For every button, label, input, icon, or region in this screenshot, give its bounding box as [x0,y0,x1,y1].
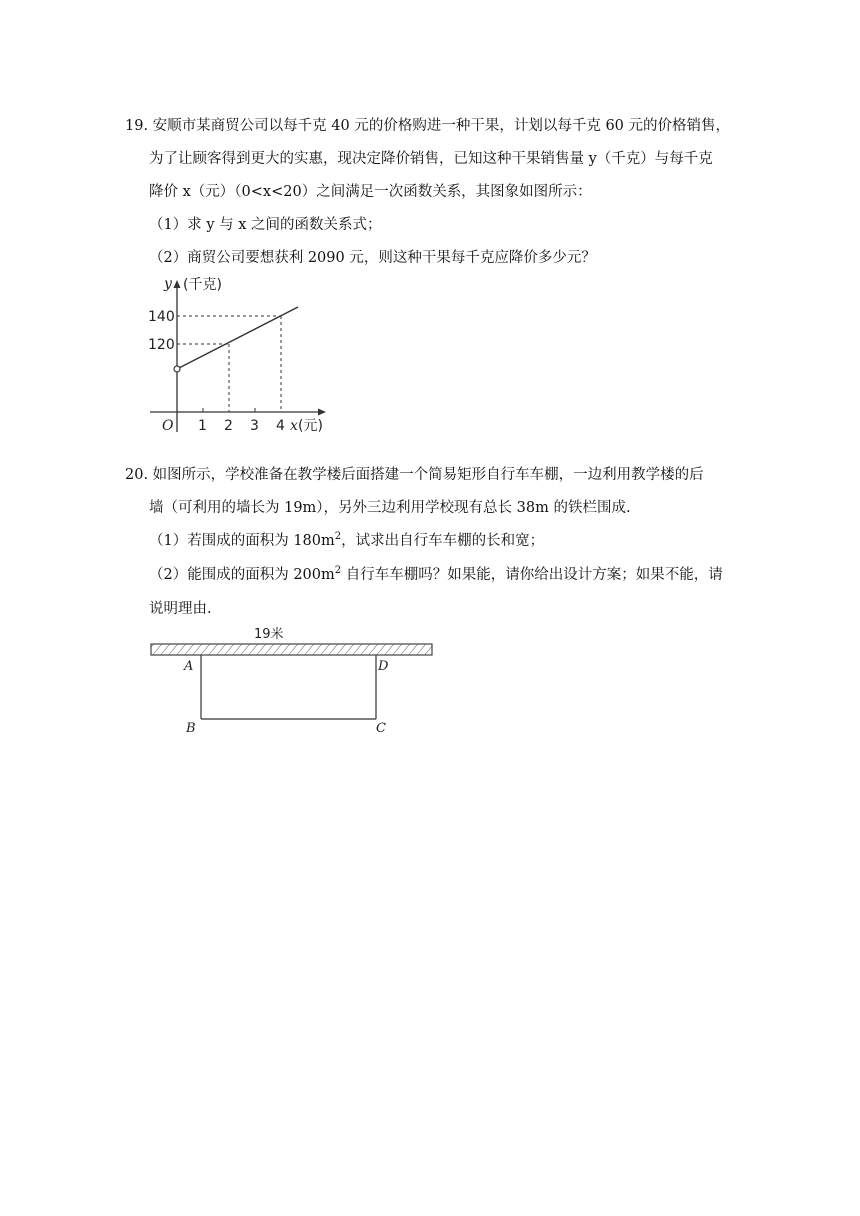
q19-line-2: 为了让顾客得到更大的实惠，现决定降价销售，已知这种干果销售量 y（千克）与每千克 [149,151,713,167]
q20-part-1-text-a: （1）若围成的面积为 180m [149,533,335,549]
open-point [174,366,180,372]
vertex-b: B [186,721,196,736]
vertex-d: D [378,659,389,674]
q20-part-1 [149,529,544,550]
q20-part-2-cont: 说明理由. [149,601,212,617]
x-tick-label-4: 4 [276,418,285,434]
q20-part-2-sup: 2 [334,565,342,577]
q20-part-2-text-a: （2）能围成的面积为 200m [149,567,335,583]
q20-part-2-text-b: 自行车车棚吗？如果能，请你给出设计方案；如果不能，请 [341,567,723,583]
y-axis-arrow [174,280,181,288]
q20-part-1-text-b: ，试求出自行车车棚的长和宽； [341,533,545,549]
x-axis-var: x [290,418,298,434]
q19-line-3: 降价 x（元）（0<x<20）之间满足一次函数关系，其图象如图所示： [149,184,592,200]
q20-part-2 [149,563,723,584]
q20-part-1-sup: 2 [334,531,342,543]
y-axis-unit: (千克) [183,277,222,293]
wall [151,644,432,655]
q19-part-1: （1）求 y 与 x 之间的函数关系式； [149,217,382,233]
origin-label: O [162,418,174,434]
q20-shed-diagram [140,622,450,740]
y-tick-label-120: 120 [148,337,175,353]
wall-length-label: 19米 [254,627,284,642]
q19-part-2: （2）商贸公司要想获利 2090 元，则这种干果每千克应降价多少元？ [149,250,596,266]
x-axis-arrow [318,409,326,416]
x-tick-label-1: 1 [198,418,207,434]
q19-line-1: 19. 安顺市某商贸公司以每千克 40 元的价格购进一种干果，计划以每千克 60 元的价格销售， [125,118,731,134]
x-tick-label-3: 3 [250,418,259,434]
vertex-c: C [376,721,386,736]
y-tick-label-140: 140 [148,309,175,325]
q19-function-graph [140,272,340,442]
y-axis-var: y [164,276,172,292]
q20-line-1: 20. 如图所示，学校准备在教学楼后面搭建一个简易矩形自行车车棚，一边利用教学楼的后 [125,467,704,483]
vertex-a: A [184,659,194,674]
x-axis-unit: (元) [298,418,323,434]
x-tick-label-2: 2 [224,418,233,434]
q20-line-2: 墙（可利用的墙长为 19m），另外三边利用学校现有总长 38m 的铁栏围成. [149,500,631,516]
